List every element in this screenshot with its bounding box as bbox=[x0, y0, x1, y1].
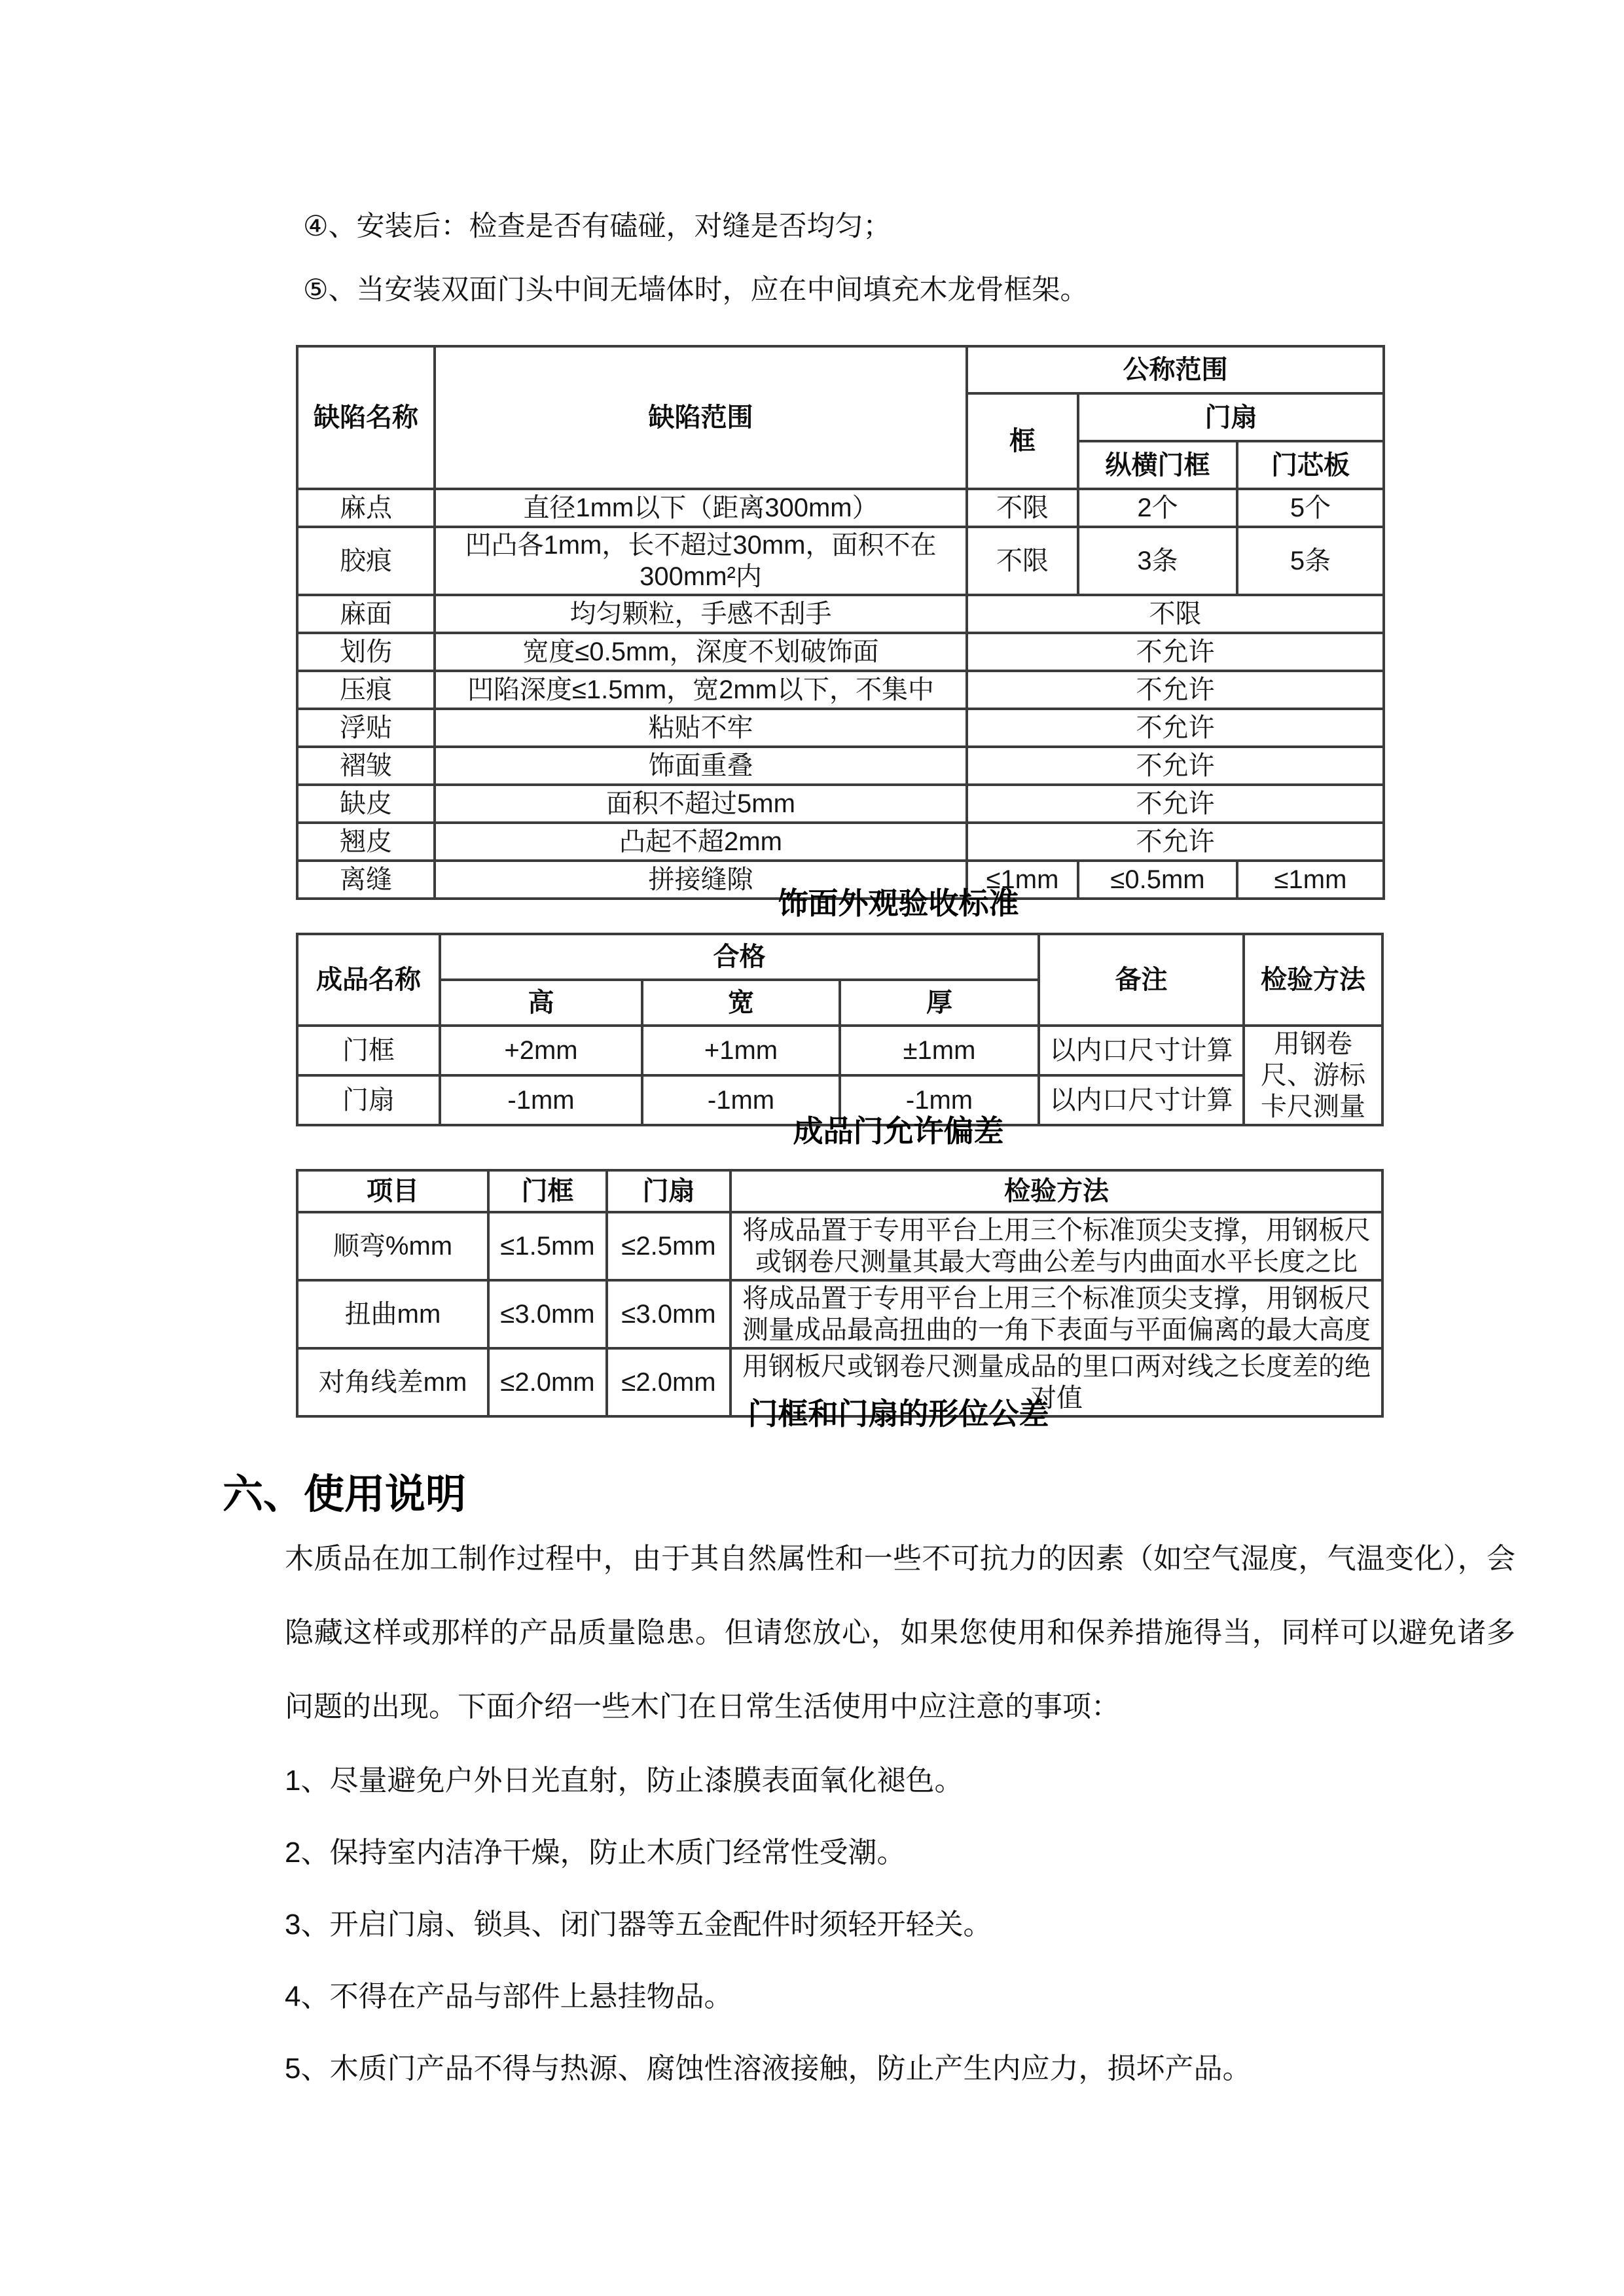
table-cell: 顺弯%mm bbox=[297, 1212, 488, 1280]
table-cell: 不限 bbox=[967, 527, 1078, 595]
table-cell: 对角线差mm bbox=[297, 1348, 488, 1416]
defect-table-header-door-leaf: 门扇 bbox=[1078, 393, 1384, 441]
usage-item-2: 2、保持室内洁净干燥，防止木质门经常性受潮。 bbox=[285, 1837, 906, 1869]
table-cell: 均匀颗粒，手感不刮手 bbox=[435, 595, 967, 633]
table-row bbox=[297, 1026, 1382, 1075]
table-cell: 凹陷深度≤1.5mm，宽2mm以下，不集中 bbox=[435, 671, 967, 709]
table-cell: 凹凸各1mm，长不超过30mm，面积不在300mm²内 bbox=[435, 527, 967, 595]
table-cell: ≤2.0mm bbox=[488, 1348, 607, 1416]
deviation-table-header-thickness: 厚 bbox=[840, 980, 1039, 1026]
table-cell: 以内口尺寸计算 bbox=[1039, 1026, 1244, 1075]
table-cell: 压痕 bbox=[297, 671, 435, 709]
table-cell: 将成品置于专用平台上用三个标准顶尖支撑，用钢板尺或钢卷尺测量其最大弯曲公差与内曲面水平长度之比 bbox=[731, 1212, 1382, 1280]
table-cell: 不允许 bbox=[967, 709, 1384, 747]
table-cell: +1mm bbox=[642, 1026, 840, 1075]
table-cell: 以内口尺寸计算 bbox=[1039, 1075, 1244, 1125]
table-cell: ≤1mm bbox=[1237, 861, 1384, 899]
table-cell: 翘皮 bbox=[297, 823, 435, 861]
defect-table-header-nominal-range: 公称范围 bbox=[967, 346, 1384, 393]
table-cell: 不限 bbox=[967, 489, 1078, 527]
table-cell: -1mm bbox=[642, 1075, 840, 1125]
table-row bbox=[297, 747, 1384, 785]
table-cell: 拼接缝隙 bbox=[435, 861, 967, 899]
table-cell: ≤0.5mm bbox=[1078, 861, 1237, 899]
table-row bbox=[297, 785, 1384, 823]
tolerance-table bbox=[296, 1169, 1384, 1418]
tolerance-table-header-method: 检验方法 bbox=[731, 1170, 1382, 1212]
usage-item-3: 3、开启门扇、锁具、闭门器等五金配件时须轻开轻关。 bbox=[285, 1909, 992, 1941]
table-cell: 凸起不超2mm bbox=[435, 823, 967, 861]
table-cell: 用钢板尺或钢卷尺测量成品的里口两对线之长度差的绝对值 bbox=[731, 1348, 1382, 1416]
table-row bbox=[297, 709, 1384, 747]
tolerance-table-caption: 门框和门扇的形位公差 bbox=[748, 1397, 1049, 1431]
table-row bbox=[297, 1280, 1382, 1348]
table-cell: 不允许 bbox=[967, 633, 1384, 671]
table-cell: ±1mm bbox=[840, 1026, 1039, 1075]
table-row bbox=[297, 1212, 1382, 1280]
table-cell: 麻面 bbox=[297, 595, 435, 633]
table-cell: 2个 bbox=[1078, 489, 1237, 527]
tolerance-table-header-leaf: 门扇 bbox=[607, 1170, 731, 1212]
table-cell: 不允许 bbox=[967, 671, 1384, 709]
deviation-table bbox=[296, 933, 1384, 1126]
usage-paragraph: 木质品在加工制作过程中，由于其自然属性和一些不可抗力的因素（如空气湿度，气温变化），会隐藏这样或那样的产品质量隐患。但请您放心，如果您使用和保养措施得当，同样可以避免诸多问题的出现。下面介绍一些木门在日常生活使用中应注意的事项： bbox=[285, 1543, 1515, 1723]
table-cell: 宽度≤0.5mm，深度不划破饰面 bbox=[435, 633, 967, 671]
defect-table bbox=[296, 345, 1385, 900]
table-cell: ≤2.5mm bbox=[607, 1212, 731, 1280]
defect-table-caption: 饰面外观验收标准 bbox=[778, 886, 1019, 920]
deviation-table-header-product: 成品名称 bbox=[297, 934, 440, 1026]
table-cell: 饰面重叠 bbox=[435, 747, 967, 785]
table-cell: 直径1mm以下（距离300mm） bbox=[435, 489, 967, 527]
table-cell: 粘贴不牢 bbox=[435, 709, 967, 747]
usage-item-5: 5、木质门产品不得与热源、腐蚀性溶液接触，防止产生内应力，损坏产品。 bbox=[285, 2053, 1252, 2085]
table-cell: 门框 bbox=[297, 1026, 440, 1075]
table-cell: -1mm bbox=[840, 1075, 1039, 1125]
deviation-table-header-width: 宽 bbox=[642, 980, 840, 1026]
deviation-table-header-height: 高 bbox=[440, 980, 642, 1026]
table-cell: 5条 bbox=[1237, 527, 1384, 595]
deviation-table-header-remark: 备注 bbox=[1039, 934, 1244, 1026]
table-cell: ≤1.5mm bbox=[488, 1212, 607, 1280]
table-cell: 麻点 bbox=[297, 489, 435, 527]
table-cell: 5个 bbox=[1237, 489, 1384, 527]
table-cell: ≤3.0mm bbox=[488, 1280, 607, 1348]
table-cell: 划伤 bbox=[297, 633, 435, 671]
tolerance-table-header-item: 项目 bbox=[297, 1170, 488, 1212]
table-cell: 缺皮 bbox=[297, 785, 435, 823]
install-note-5: ⑤、当安装双面门头中间无墙体时，应在中间填充木龙骨框架。 bbox=[303, 274, 1089, 306]
table-cell: 褶皱 bbox=[297, 747, 435, 785]
table-cell: 不允许 bbox=[967, 823, 1384, 861]
table-row bbox=[297, 823, 1384, 861]
table-cell: 胶痕 bbox=[297, 527, 435, 595]
defect-table-header-range: 缺陷范围 bbox=[435, 346, 967, 489]
table-row bbox=[297, 489, 1384, 527]
table-cell: ≤3.0mm bbox=[607, 1280, 731, 1348]
defect-table-header-core-board: 门芯板 bbox=[1237, 441, 1384, 489]
deviation-table-header-pass: 合格 bbox=[440, 934, 1039, 980]
table-cell: 3条 bbox=[1078, 527, 1237, 595]
install-note-4: ④、安装后：检查是否有磕碰，对缝是否均匀； bbox=[303, 211, 892, 242]
deviation-table-header-method: 检验方法 bbox=[1244, 934, 1382, 1026]
table-cell: 不允许 bbox=[967, 785, 1384, 823]
table-row bbox=[297, 633, 1384, 671]
defect-table-header-name: 缺陷名称 bbox=[297, 346, 435, 489]
section-heading-usage: 六、使用说明 bbox=[223, 1472, 467, 1517]
table-cell-method-merged: 用钢卷尺、游标卡尺测量 bbox=[1244, 1026, 1382, 1125]
table-cell: 不允许 bbox=[967, 747, 1384, 785]
table-row bbox=[297, 671, 1384, 709]
table-cell: 不限 bbox=[967, 595, 1384, 633]
table-cell: -1mm bbox=[440, 1075, 642, 1125]
usage-item-1: 1、尽量避免户外日光直射，防止漆膜表面氧化褪色。 bbox=[285, 1765, 964, 1797]
table-row bbox=[297, 527, 1384, 595]
table-cell: ≤1mm bbox=[967, 861, 1078, 899]
table-cell: ≤2.0mm bbox=[607, 1348, 731, 1416]
table-cell: 门扇 bbox=[297, 1075, 440, 1125]
defect-table-header-vh-frame: 纵横门框 bbox=[1078, 441, 1237, 489]
tolerance-table-header-frame: 门框 bbox=[488, 1170, 607, 1212]
table-row bbox=[297, 595, 1384, 633]
deviation-table-caption: 成品门允许偏差 bbox=[793, 1114, 1004, 1148]
table-cell: 面积不超过5mm bbox=[435, 785, 967, 823]
table-cell: +2mm bbox=[440, 1026, 642, 1075]
table-cell: 浮贴 bbox=[297, 709, 435, 747]
usage-item-4: 4、不得在产品与部件上悬挂物品。 bbox=[285, 1981, 733, 2013]
defect-table-header-frame: 框 bbox=[967, 393, 1078, 489]
table-cell: 将成品置于专用平台上用三个标准顶尖支撑，用钢板尺测量成品最高扭曲的一角下表面与平面偏离的最大高度 bbox=[731, 1280, 1382, 1348]
table-cell: 离缝 bbox=[297, 861, 435, 899]
table-cell: 扭曲mm bbox=[297, 1280, 488, 1348]
